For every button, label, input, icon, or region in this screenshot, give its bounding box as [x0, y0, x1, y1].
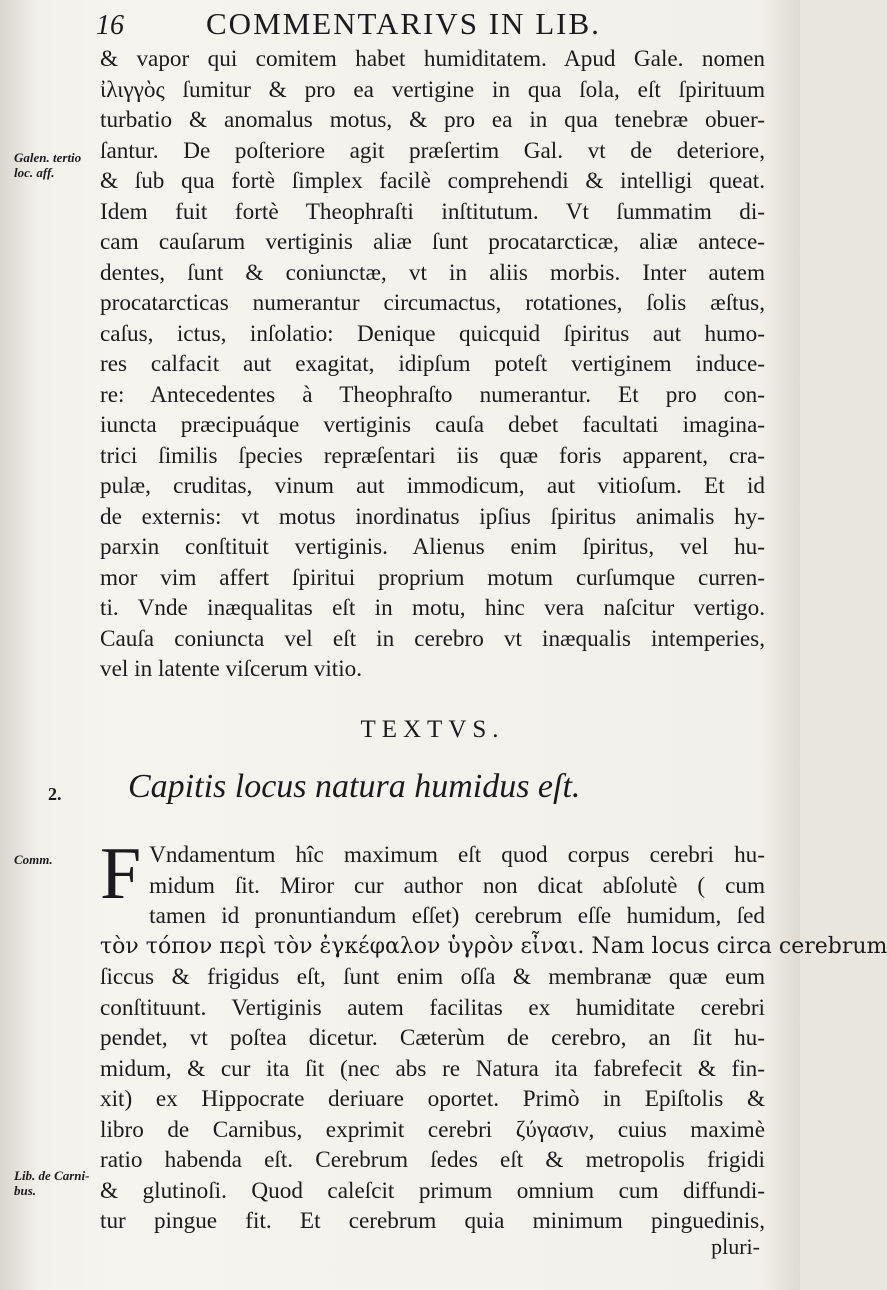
text-line: xit) ex Hippocrate deriuare oportet. Primò in Epiſtolis &: [100, 1086, 765, 1112]
text-line: mor vim affert ſpiritui proprium motum curſumque curren-: [100, 564, 765, 591]
text-line: re: Antecedentes à Theophraſto numerantur. Et pro con-: [100, 381, 765, 408]
text-line: de externis: vt motus inordinatus ipſius ſpiritus animalis hy-: [100, 503, 765, 530]
text-line: vel in latente viſcerum vitio.: [100, 656, 363, 682]
text-line: caſus, ictus, inſolatio: Denique quicquid ſpiritus aut humo-: [100, 320, 765, 347]
margin-note-comm: Comm.: [14, 852, 53, 867]
section-heading: TEXTVS.: [360, 716, 505, 743]
text-line: iuncta præcipuáque vertiginis cauſa debet facultati imagina-: [100, 412, 765, 438]
text-line: ἰλιγγὸς ſumitur & pro ea vertigine in qua ſola, eſt ſpirituum: [100, 76, 765, 103]
text-line: res calfacit aut exagitat, idipſum poteſt vertiginem induce-: [100, 351, 765, 377]
page-header: [96, 6, 776, 46]
drop-cap: F: [100, 833, 142, 915]
text-line: Cauſa coniuncta vel eſt in cerebro vt inæqualis intemperies,: [100, 625, 765, 652]
text-line: tur pingue fit. Et cerebrum quia minimum pinguedinis,: [100, 1208, 765, 1234]
greek-text-line: τὸν τόπον περὶ τὸν ἐγκέφαλον ὑγρὸν εἶναι. Nam locus circa cerebrum: [100, 933, 887, 959]
margin-item-number: 2.: [48, 784, 62, 804]
text-line: turbatio & anomalus motus, & pro ea in qua tenebræ obuer-: [100, 107, 765, 133]
text-line: parxin conſtituit vertiginis. Alienus enim ſpiritus, vel hu-: [100, 534, 765, 560]
text-line: midum, & cur ita ſit (nec abs re Natura ita fabrefecit & fin-: [100, 1055, 765, 1082]
text-line: procatarcticas numerantur circumactus, rotationes, ſolis æſtus,: [100, 290, 765, 316]
text-line: ratio habenda eſt. Cerebrum ſedes eſt & metropolis frigidi: [100, 1147, 765, 1173]
text-line: libro de Carnibus, exprimit cerebri ζύγασιν, cuius maximè: [100, 1116, 765, 1143]
text-line: pulæ, cruditas, vinum aut immodicum, aut vitioſum. Et id: [100, 473, 765, 499]
text-line: midum ſit. Miror cur author non dicat abſolutè ( cum: [149, 872, 765, 899]
text-line: trici ſimilis ſpecies repræſentari iis quæ foris apparent, cra-: [100, 442, 765, 469]
margin-note-galen: Galen. tertio loc. aff.: [14, 150, 82, 180]
text-line: tamen id pronuntiandum eſſet) cerebrum eſſe humidum, ſed: [149, 903, 765, 929]
text-line: cam cauſarum vertiginis aliæ ſunt procatarcticæ, aliæ antece-: [100, 229, 765, 255]
text-line: ſiccus & frigidus eſt, ſunt enim oſſa & membranæ quæ eum: [100, 964, 765, 990]
text-line: & vapor qui comitem habet humiditatem. Apud Gale. nomen: [100, 46, 765, 72]
catchword: pluri-: [711, 1234, 760, 1259]
running-head: COMMENTARIVS IN LIB.: [206, 6, 601, 41]
text-line: Idem fuit fortè Theophraſti inſtitutum. Vt ſummatim di-: [100, 198, 765, 225]
text-line: Vndamentum hîc maximum eſt quod corpus cerebri hu-: [149, 842, 765, 868]
commentary-paragraph-2: [100, 833, 887, 1237]
lemma-text: Capitis locus natura humidus eſt.: [128, 768, 581, 805]
text-line: & glutinoſi. Quod caleſcit primum omnium cum diffundi-: [100, 1177, 765, 1204]
text-line: ſantur. De poſteriore agit præſertim Gal. vt de deteriore,: [100, 137, 765, 164]
margin-note-lib: Lib. de Carni-bus.: [14, 1168, 90, 1198]
text-line: dentes, ſunt & coniunctæ, vt in aliis morbis. Inter autem: [100, 259, 765, 286]
text-line: ti. Vnde inæqualitas eſt in motu, hinc vera naſcitur vertigo.: [100, 595, 765, 621]
page-number: 16: [96, 10, 124, 41]
text-line: & ſub qua fortè ſimplex facilè comprehendi & intelligi queat.: [100, 168, 765, 194]
commentary-paragraph: [100, 44, 765, 685]
dropcap-block: [100, 833, 765, 915]
text-line: pendet, vt poſtea dicetur. Cæterùm de cerebro, an ſit hu-: [100, 1025, 765, 1051]
text-line: conſtituunt. Vertiginis autem facilitas ex humiditate cerebri: [100, 994, 765, 1021]
